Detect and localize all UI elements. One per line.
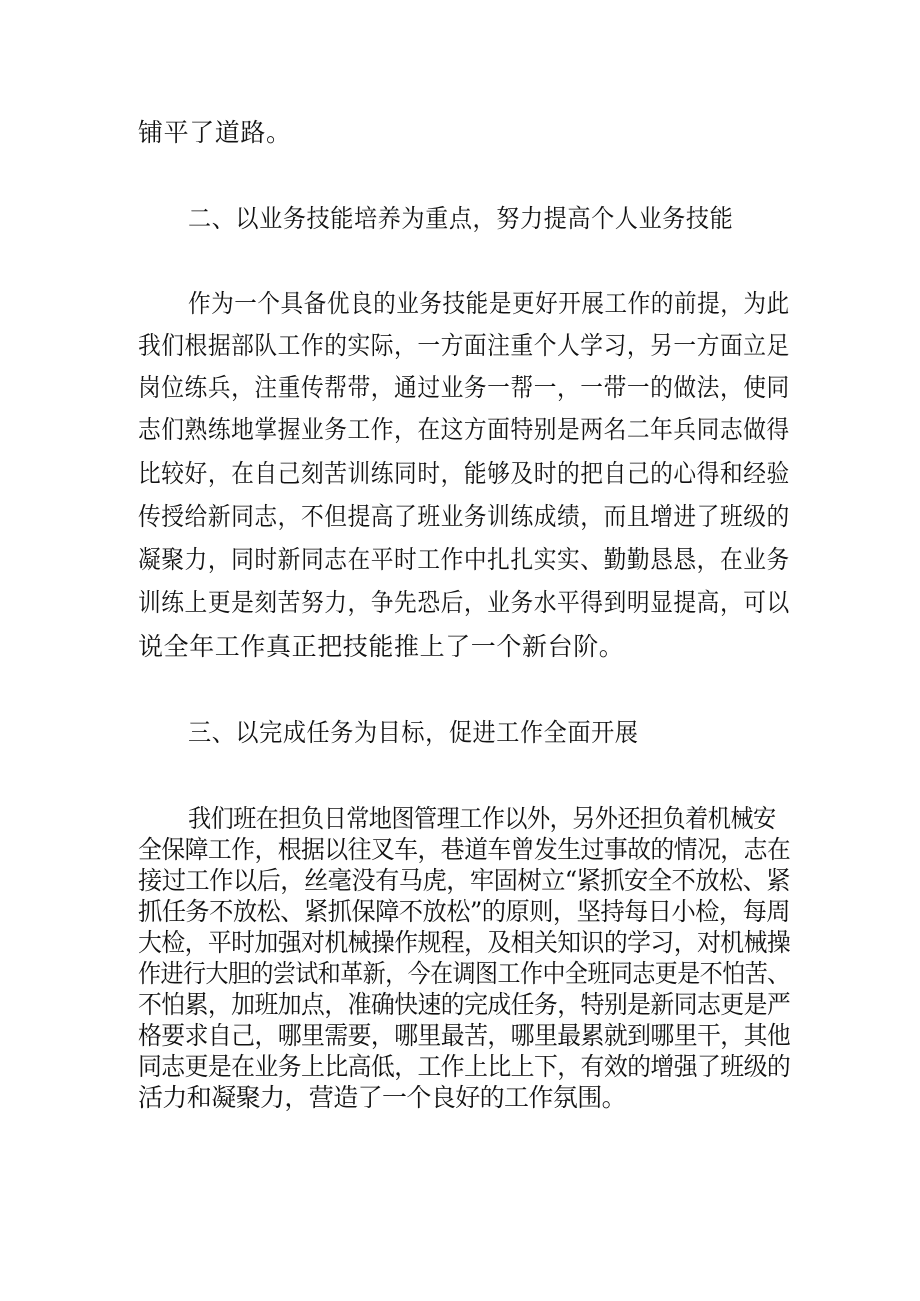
paragraph-line: 训练上更是刻苦努力，争先恐后，业务水平得到明显提高，可以 [138,588,790,617]
paragraph-line: 作进行大胆的尝试和革新，今在调图工作中全班同志更是不怕苦、 [138,959,790,988]
section-2-heading: 二、以业务技能培养为重点，努力提高个人业务技能 [188,204,734,233]
paragraph-line: 志们熟练地掌握业务工作，在这方面特别是两名二年兵同志做得 [138,415,790,444]
paragraph-line: 不怕累，加班加点，准确快速的完成任务，特别是新同志更是严 [138,990,791,1019]
section-3-heading: 三、以完成任务为目标，促进工作全面开展 [188,718,639,747]
paragraph-line: 我们班在担负日常地图管理工作以外，另外还担负着机械安 [188,804,776,833]
paragraph-line: 岗位练兵，注重传帮带，通过业务一帮一，一带一的做法，使同 [138,373,790,402]
paragraph-line: 接过工作以后，丝毫没有马虎，牢固树立“紧抓安全不放松、紧 [138,866,790,895]
paragraph-line: 我们根据部队工作的实际，一方面注重个人学习，另一方面立足 [138,331,790,360]
paragraph-line: 同志更是在业务上比高低，工作上比上下，有效的增强了班级的 [138,1052,791,1081]
paragraph-line: 抓任务不放松、紧抓保障不放松”的原则，坚持每日小检，每周 [138,897,790,926]
paragraph-line: 凝聚力，同时新同志在平时工作中扎扎实实、勤勤恳恳，在业务 [138,545,790,574]
paragraph-line: 全保障工作，根据以往叉车，巷道车曾发生过事故的情况，志在 [138,835,791,864]
paragraph-line: 作为一个具备优良的业务技能是更好开展工作的前提，为此 [188,289,790,318]
intro-tail-text: 铺平了道路。 [138,118,292,147]
paragraph-line: 大检，平时加强对机械操作规程，及相关知识的学习，对机械操 [138,928,791,957]
paragraph-line: 说全年工作真正把技能推上了一个新台阶。 [138,632,625,661]
paragraph-line: 格要求自己，哪里需要，哪里最苦，哪里最累就到哪里干，其他 [138,1021,791,1050]
paragraph-line: 传授给新同志，不但提高了班业务训练成绩，而且增进了班级的 [138,502,790,531]
paragraph-line: 比较好，在自己刻苦训练同时，能够及时的把自己的心得和经验 [138,459,790,488]
paragraph-line: 活力和凝聚力，营造了一个良好的工作氛围。 [138,1083,627,1112]
